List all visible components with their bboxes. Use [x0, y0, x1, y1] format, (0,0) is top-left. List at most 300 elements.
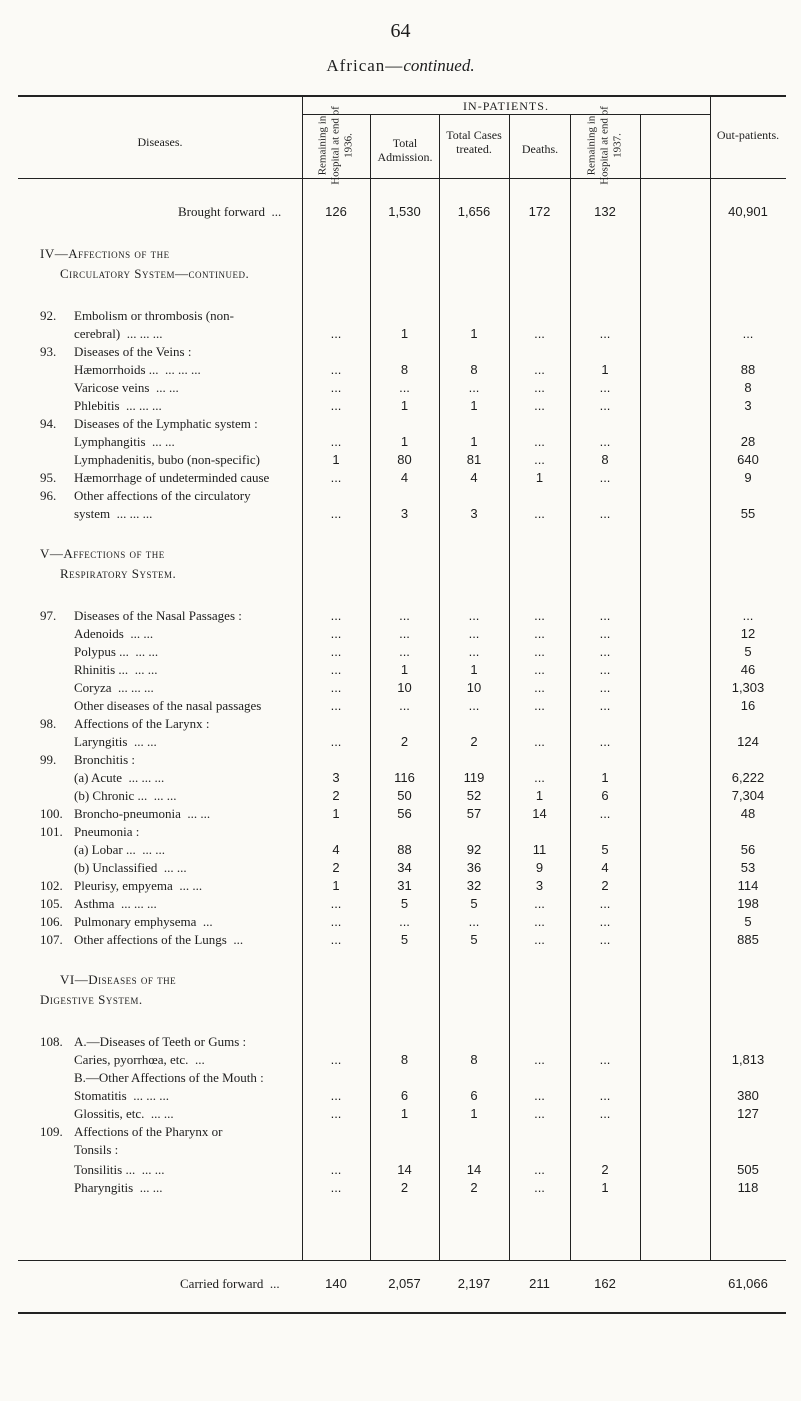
- row-label: [40, 806, 210, 822]
- cell-total-admission: 6: [400, 1088, 409, 1103]
- cell-total-admission: 31: [397, 878, 412, 893]
- cell-out-patients: 5: [744, 644, 752, 659]
- remaining-1936-header: Remaining in Hospital at end of 1936.: [316, 106, 355, 185]
- row-text: system: [74, 506, 111, 521]
- cell-out-patients: 114: [737, 878, 759, 893]
- row-label: [74, 1070, 264, 1086]
- cell-remaining-1936: ...: [330, 398, 342, 413]
- cell-remaining-1936: ...: [330, 380, 342, 395]
- cell-deaths: ...: [534, 644, 545, 659]
- row-text: Adenoids: [74, 626, 124, 641]
- cell-total-cases: 2: [470, 734, 478, 749]
- cell-remaining-1936: ...: [330, 896, 342, 911]
- row-label: [40, 344, 191, 360]
- cell-deaths: ...: [534, 932, 545, 947]
- cell-total-cases: 8: [470, 362, 478, 377]
- row-text: (a) Acute: [74, 770, 123, 785]
- row-text: Polypus ...: [74, 644, 129, 659]
- cell-total-admission: 4: [400, 470, 409, 485]
- cell-remaining-1936: ...: [330, 434, 342, 449]
- row-label: [40, 716, 210, 732]
- deaths-header: Deaths.: [521, 142, 559, 156]
- cell-total-cases: 8: [470, 1052, 478, 1067]
- cell-total-admission: 1: [400, 662, 409, 677]
- row-text: (b) Unclassified: [74, 860, 158, 875]
- footer-top-rule: [18, 1260, 786, 1261]
- row-text: Phlebitis: [74, 398, 120, 413]
- cell-remaining-1936: 1: [332, 452, 340, 467]
- cell-out-patients: 48: [740, 806, 756, 821]
- cell-remaining-1936: ...: [330, 470, 342, 485]
- cell-deaths: ...: [534, 896, 545, 911]
- cell-remaining-1937: 8: [601, 452, 609, 467]
- cell-total-admission: 50: [397, 788, 412, 803]
- in-patients-header: IN-PATIENTS.: [463, 99, 549, 113]
- row-text: Tonsils :: [74, 1142, 119, 1157]
- cell-remaining-1936: ...: [330, 1088, 342, 1103]
- section-heading: V—Affections of the: [40, 546, 165, 561]
- cell-total-cases: ...: [468, 698, 480, 713]
- row-label: [74, 452, 260, 468]
- cell-remaining-1937: ...: [599, 506, 611, 521]
- row-text: Laryngitis: [74, 734, 128, 749]
- row-label: [74, 362, 201, 378]
- row-number: 95.: [40, 470, 57, 485]
- cell-deaths: ...: [534, 1106, 545, 1121]
- row-label: [40, 878, 202, 894]
- cell-out-patients: 198: [737, 896, 759, 911]
- cell-out-patients: 55: [740, 506, 756, 521]
- cell-total-admission: 2: [400, 734, 409, 749]
- cell-remaining-1937: ...: [599, 1052, 611, 1067]
- cell-remaining-1937: 6: [601, 788, 609, 803]
- cell-deaths: ...: [534, 608, 545, 623]
- row-number: 100.: [40, 806, 63, 821]
- cell-remaining-1936: ...: [330, 626, 342, 641]
- cell-total-cases: 5: [470, 896, 478, 911]
- cell-total-admission: 8: [400, 362, 409, 377]
- cell-remaining-1936: ...: [330, 1106, 342, 1121]
- cell-deaths: ...: [534, 1162, 545, 1177]
- leader-dots: ... ...: [141, 1162, 165, 1177]
- cell-remaining-1937: ...: [599, 1106, 611, 1121]
- cell-total-admission: 8: [400, 1052, 409, 1067]
- row-label: [74, 626, 153, 642]
- row-label: [74, 842, 165, 858]
- total-admission-header: Total Admission.: [377, 136, 433, 164]
- row-label: [74, 1142, 118, 1158]
- row-text: Glossitis, etc.: [74, 1106, 145, 1121]
- cell-out-patients: 3: [744, 398, 752, 413]
- cell-remaining-1937: ...: [599, 662, 611, 677]
- cell-deaths: ...: [534, 326, 545, 341]
- cell-total-cases: 10: [466, 680, 482, 695]
- cell-total-admission: 80: [397, 452, 412, 467]
- cell-out-patients: 8: [744, 380, 752, 395]
- cell-remaining-1936: ...: [330, 932, 342, 947]
- in-patients-rule: [302, 114, 710, 115]
- row-label: [74, 644, 158, 660]
- row-label: [40, 416, 258, 432]
- cell-total-cases: 1: [470, 434, 478, 449]
- row-number: 102.: [40, 878, 63, 893]
- cell-total-cases: ...: [468, 608, 480, 623]
- row-text: Pleurisy, empyema: [74, 878, 173, 893]
- row-label: [74, 1088, 169, 1104]
- cell-total-admission: 2: [400, 1180, 409, 1195]
- out-patients-header: Out-patients.: [716, 128, 780, 142]
- column-rule: [710, 95, 711, 1260]
- cell-out-patients: 40,901: [728, 204, 768, 219]
- cell-total-admission: 34: [397, 860, 412, 875]
- cell-total-cases: ...: [468, 626, 480, 641]
- cell-total-admission: ...: [399, 698, 410, 713]
- cell-remaining-1937: ...: [599, 644, 611, 659]
- row-number: 92.: [40, 308, 57, 323]
- cell-deaths: 11: [532, 842, 547, 857]
- section-heading: IV—Affections of the: [40, 246, 170, 261]
- cell-deaths: ...: [534, 626, 545, 641]
- row-label: [74, 398, 162, 414]
- cell-remaining-1937: ...: [599, 470, 611, 485]
- cell-total-admission: 1,530: [388, 204, 421, 219]
- cell-remaining-1936: ...: [330, 698, 342, 713]
- section-heading: VI—Diseases of the: [60, 972, 177, 987]
- cell-remaining-1937: 1: [601, 362, 609, 377]
- leader-dots: ... ...: [187, 806, 211, 821]
- cell-remaining-1936: ...: [330, 1052, 342, 1067]
- row-text: Diseases of the Lymphatic system :: [74, 416, 258, 431]
- diseases-header: Diseases.: [137, 135, 183, 149]
- remaining-1937-header: Remaining in Hospital at end of 1937.: [585, 106, 624, 185]
- row-label: [74, 860, 187, 876]
- row-text: Varicose veins: [74, 380, 150, 395]
- cell-total-admission: ...: [399, 380, 410, 395]
- cell-total-cases: 52: [466, 788, 482, 803]
- cell-total-cases: 3: [470, 506, 478, 521]
- cell-remaining-1937: ...: [599, 626, 611, 641]
- row-text: Other diseases of the nasal passages: [74, 698, 262, 713]
- row-label: [178, 204, 281, 220]
- leader-dots: ... ...: [139, 1180, 163, 1195]
- cell-remaining-1937: ...: [599, 896, 611, 911]
- cell-total-cases: 1: [470, 1106, 478, 1121]
- row-label: [74, 770, 164, 786]
- cell-remaining-1936: ...: [330, 1162, 342, 1177]
- cell-total-cases: ...: [468, 914, 480, 929]
- cell-remaining-1936: ...: [330, 506, 342, 521]
- row-text: Hæmorrhage of undeterminded cause: [74, 470, 270, 485]
- cell-total-admission: 5: [400, 896, 409, 911]
- cell-remaining-1936: ...: [330, 608, 342, 623]
- cell-deaths: ...: [534, 770, 545, 785]
- row-text: cerebral): [74, 326, 121, 341]
- row-number: 109.: [40, 1124, 63, 1139]
- carried-forward-label: [180, 1276, 280, 1292]
- cell-out-patients: 16: [740, 698, 756, 713]
- row-text: Diseases of the Veins :: [74, 344, 192, 359]
- cell-deaths: 1: [535, 470, 544, 485]
- cell-out-patients: 88: [740, 362, 756, 377]
- cell-remaining-1936: 2: [332, 788, 340, 803]
- cell-deaths: 9: [535, 860, 544, 875]
- cell-out-patients: 28: [740, 434, 756, 449]
- row-label: [40, 470, 269, 486]
- row-number: 99.: [40, 752, 57, 767]
- row-label: [40, 914, 213, 930]
- row-number: 105.: [40, 896, 63, 911]
- row-number: 101.: [40, 824, 63, 839]
- row-number: 108.: [40, 1034, 63, 1049]
- leader-dots: ... ...: [130, 626, 154, 641]
- cell-remaining-1937: 4: [601, 860, 609, 875]
- cell-total-admission: ...: [399, 914, 410, 929]
- cell-total-cases: 14: [466, 1162, 482, 1177]
- carried-forward-text: Carried forward: [180, 1276, 264, 1291]
- row-text: B.—Other Affections of the Mouth :: [74, 1070, 264, 1085]
- cell-deaths: ...: [534, 506, 545, 521]
- row-number: 98.: [40, 716, 57, 731]
- leader-dots: ... ...: [133, 734, 157, 749]
- cell-out-patients: 505: [737, 1162, 759, 1177]
- cell-remaining-1936: 2: [332, 860, 340, 875]
- cell-out-patients: 1,813: [731, 1052, 765, 1067]
- cell-deaths: ...: [534, 680, 545, 695]
- row-number: 107.: [40, 932, 63, 947]
- row-label: [74, 1106, 174, 1122]
- row-label: [40, 932, 243, 948]
- row-text: Embolism or thrombosis (non-: [74, 308, 234, 323]
- leader-dots: ... ...: [135, 644, 159, 659]
- running-head: [0, 56, 801, 76]
- row-label: [74, 506, 152, 522]
- cell-remaining-1936: ...: [330, 644, 342, 659]
- cell-total-admission: 88: [397, 842, 412, 857]
- row-label: [74, 662, 157, 678]
- leader-dots: ... ...: [152, 434, 175, 449]
- cf-total-admission: 2,057: [388, 1276, 421, 1291]
- cell-out-patients: 6,222: [731, 770, 765, 785]
- cell-total-admission: 1: [400, 326, 409, 341]
- leader-dots: ... ...: [163, 860, 187, 875]
- cell-remaining-1936: ...: [330, 1180, 342, 1195]
- cell-total-cases: 5: [470, 932, 478, 947]
- row-label: [74, 698, 261, 714]
- row-text: Broncho-pneumonia: [74, 806, 181, 821]
- row-label: [74, 380, 179, 396]
- leader-dots: ... ... ...: [128, 770, 165, 785]
- section-heading: Digestive System.: [40, 992, 143, 1007]
- row-text: Asthma: [74, 896, 115, 911]
- cell-remaining-1936: 4: [332, 842, 340, 857]
- leader-dots: ... ...: [150, 1106, 174, 1121]
- row-text: Pneumonia :: [74, 824, 140, 839]
- row-label: [40, 308, 234, 324]
- cell-out-patients: 5: [744, 914, 752, 929]
- leader-dots: ... ...: [179, 878, 203, 893]
- row-label: [40, 896, 157, 912]
- row-text: Stomatitis: [74, 1088, 127, 1103]
- row-text: Affections of the Pharynx or: [74, 1124, 223, 1139]
- cell-total-admission: ...: [399, 626, 410, 641]
- row-text: Pulmonary emphysema: [74, 914, 197, 929]
- cell-total-admission: 10: [397, 680, 412, 695]
- row-text: Coryza: [74, 680, 112, 695]
- row-number: 94.: [40, 416, 57, 431]
- page-number: 64: [390, 20, 411, 42]
- cell-deaths: ...: [534, 398, 545, 413]
- row-text: Diseases of the Nasal Passages :: [74, 608, 242, 623]
- cell-total-cases: 36: [466, 860, 482, 875]
- cell-deaths: 14: [532, 806, 547, 821]
- cell-total-cases: 81: [466, 452, 482, 467]
- cell-total-cases: 4: [470, 470, 478, 485]
- row-text: Bronchitis :: [74, 752, 136, 767]
- cell-remaining-1936: 126: [325, 204, 347, 219]
- cell-out-patients: 53: [740, 860, 756, 875]
- cell-deaths: ...: [534, 662, 545, 677]
- cell-out-patients: 640: [737, 452, 759, 467]
- cell-remaining-1937: ...: [599, 398, 611, 413]
- leader-dots: ...: [202, 914, 213, 929]
- cf-out-patients: 61,066: [728, 1276, 768, 1291]
- cell-remaining-1937: ...: [599, 914, 611, 929]
- column-rule: [640, 114, 641, 1260]
- leader-dots: ... ... ...: [120, 896, 157, 911]
- cell-remaining-1937: 1: [601, 1180, 609, 1195]
- cf-remaining-1937: 162: [594, 1276, 616, 1291]
- row-text: Affections of the Larynx :: [74, 716, 210, 731]
- cell-remaining-1937: ...: [599, 326, 611, 341]
- cell-out-patients: 885: [737, 932, 759, 947]
- cell-total-cases: 32: [466, 878, 482, 893]
- cell-remaining-1936: ...: [330, 362, 342, 377]
- cf-deaths: 211: [529, 1276, 550, 1291]
- cell-deaths: ...: [534, 1052, 545, 1067]
- cell-total-cases: 6: [470, 1088, 478, 1103]
- cell-out-patients: 124: [737, 734, 759, 749]
- cf-remaining-1936: 140: [325, 1276, 347, 1291]
- cell-deaths: ...: [534, 380, 545, 395]
- row-label: [74, 1052, 205, 1068]
- cell-deaths: ...: [534, 1088, 545, 1103]
- leader-dots: ...: [233, 932, 244, 947]
- table-top-rule: [18, 95, 786, 97]
- leader-dots: ... ... ...: [133, 1088, 169, 1103]
- cell-total-admission: 1: [400, 1106, 409, 1121]
- row-text: Pharyngitis: [74, 1180, 134, 1195]
- cell-total-admission: 14: [397, 1162, 412, 1177]
- row-text: Caries, pyorrhœa, etc.: [74, 1052, 189, 1067]
- row-text: Lymphangitis: [74, 434, 146, 449]
- row-text: Brought forward: [178, 204, 266, 219]
- row-text: A.—Diseases of Teeth or Gums :: [74, 1034, 247, 1049]
- cell-total-cases: 1: [470, 662, 478, 677]
- cell-deaths: ...: [534, 1180, 545, 1195]
- row-text: Lymphadenitis, bubo (non-specific): [74, 452, 260, 467]
- cell-total-admission: ...: [399, 608, 410, 623]
- leader-dots: ... ...: [153, 788, 177, 803]
- cell-remaining-1937: ...: [599, 806, 611, 821]
- cell-total-admission: ...: [399, 644, 410, 659]
- row-text: Hæmorrhoids ...: [74, 362, 159, 377]
- row-label: [40, 824, 139, 840]
- cell-out-patients: 46: [740, 662, 756, 677]
- cell-remaining-1937: ...: [599, 608, 611, 623]
- cell-remaining-1937: ...: [599, 734, 611, 749]
- cell-deaths: ...: [534, 734, 545, 749]
- cell-remaining-1936: 1: [332, 806, 340, 821]
- leader-dots: ... ...: [142, 842, 165, 857]
- row-number: 106.: [40, 914, 63, 929]
- row-text: (b) Chronic ...: [74, 788, 148, 803]
- cell-remaining-1937: 1: [601, 770, 609, 785]
- row-label: [74, 326, 162, 342]
- cell-total-cases: 57: [466, 806, 482, 821]
- row-number: 96.: [40, 488, 57, 503]
- cell-remaining-1937: 2: [601, 878, 609, 893]
- cell-out-patients: 1,303: [731, 680, 765, 695]
- cell-remaining-1936: 1: [332, 878, 340, 893]
- row-text: Rhinitis ...: [74, 662, 129, 677]
- row-label: [74, 788, 177, 804]
- row-text: (a) Lobar ...: [74, 842, 136, 857]
- leader-dots: ...: [269, 1276, 280, 1291]
- row-label: [74, 680, 154, 696]
- row-label: [74, 734, 157, 750]
- cell-total-cases: ...: [468, 644, 480, 659]
- total-cases-header: Total Cases treated.: [446, 128, 502, 156]
- leader-dots: ... ...: [134, 662, 158, 677]
- running-head-prefix: African—: [326, 56, 404, 75]
- cell-remaining-1937: ...: [599, 434, 611, 449]
- leader-dots: ... ... ...: [118, 680, 154, 695]
- cell-out-patients: ...: [742, 608, 754, 623]
- cell-remaining-1937: ...: [599, 932, 611, 947]
- row-label: [40, 1034, 246, 1050]
- cell-out-patients: 127: [737, 1106, 759, 1121]
- column-rule: [302, 95, 303, 1260]
- row-number: 93.: [40, 344, 57, 359]
- cell-out-patients: 380: [737, 1088, 759, 1103]
- leader-dots: ... ... ...: [165, 362, 201, 377]
- cell-deaths: ...: [534, 362, 545, 377]
- row-label: [40, 488, 251, 504]
- cell-remaining-1937: 5: [601, 842, 609, 857]
- cell-remaining-1937: ...: [599, 698, 611, 713]
- row-label: [74, 1180, 162, 1196]
- row-label: [74, 1162, 164, 1178]
- cell-out-patients: 7,304: [731, 788, 765, 803]
- cell-remaining-1936: ...: [330, 680, 342, 695]
- row-label: [40, 752, 135, 768]
- cell-total-admission: 1: [400, 434, 409, 449]
- cell-total-cases: ...: [468, 380, 480, 395]
- cell-deaths: 172: [528, 204, 551, 219]
- cell-remaining-1937: 2: [601, 1162, 609, 1177]
- leader-dots: ... ...: [155, 380, 179, 395]
- cell-remaining-1937: ...: [599, 380, 611, 395]
- leader-dots: ...: [271, 204, 282, 219]
- cell-remaining-1936: ...: [330, 662, 342, 677]
- leader-dots: ...: [194, 1052, 205, 1067]
- cell-remaining-1937: ...: [599, 680, 611, 695]
- row-text: Tonsilitis ...: [74, 1162, 136, 1177]
- cell-total-cases: 1,656: [457, 204, 491, 219]
- cell-total-cases: 2: [470, 1180, 478, 1195]
- leader-dots: ... ... ...: [116, 506, 153, 521]
- row-text: Other affections of the circulatory: [74, 488, 251, 503]
